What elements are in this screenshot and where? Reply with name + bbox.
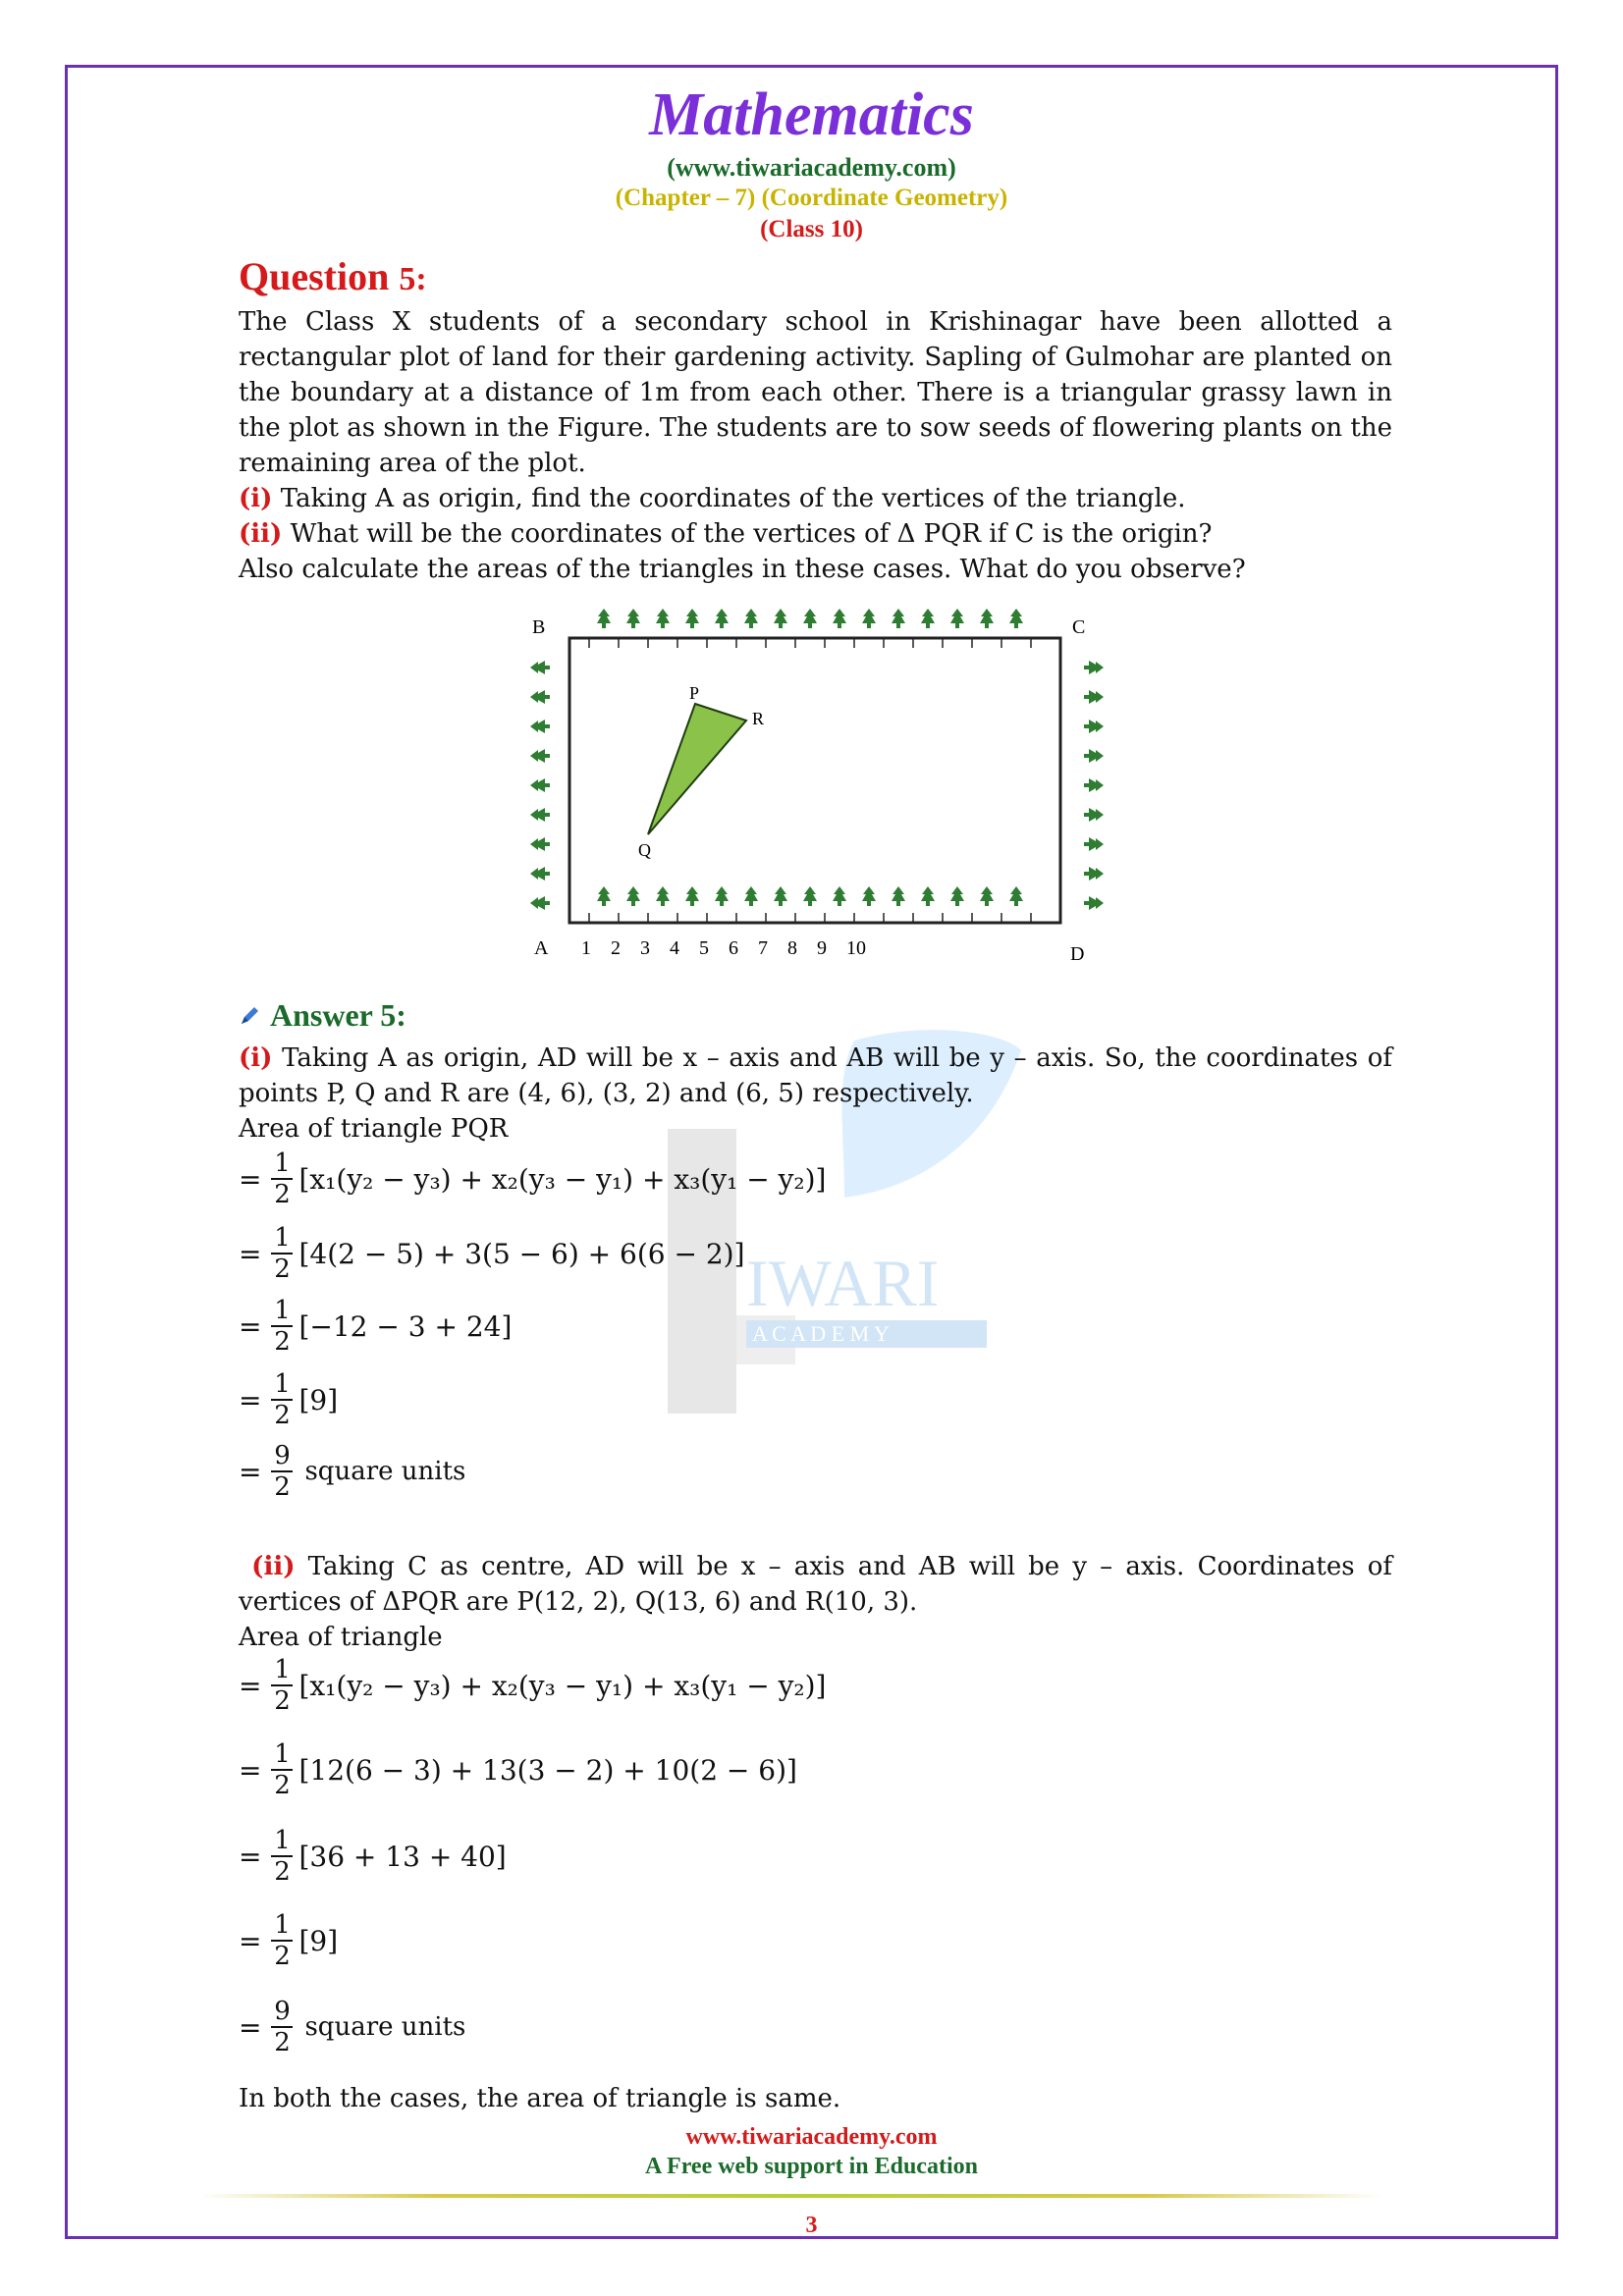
tree-icon xyxy=(980,886,994,906)
step-1-3: [−12 − 3 + 24] xyxy=(298,1309,513,1343)
tree-icon xyxy=(774,886,787,906)
tree-icon xyxy=(862,609,876,628)
axis-tick-label: 4 xyxy=(670,937,679,959)
tree-icon xyxy=(744,609,758,628)
tree-icon xyxy=(892,609,905,628)
equation-1-4: = $\frac{1}{2}$ [9] xyxy=(239,1369,339,1430)
corner-label-a: A xyxy=(534,937,549,959)
step-2-2: [12(6 − 3) + 13(3 − 2) + 10(2 − 6)] xyxy=(298,1753,797,1787)
part-1-text: Taking A as origin, find the coordinates of the vertices of the triangle. xyxy=(280,484,1186,513)
axis-tick-label: 1 xyxy=(581,937,591,959)
tree-icon xyxy=(833,609,846,628)
vertex-label-q: Q xyxy=(638,840,651,860)
answer-part-1 xyxy=(239,1041,1392,1111)
footer-site: www.tiwariacademy.com xyxy=(685,2124,938,2150)
tree-icon xyxy=(597,886,611,906)
tree-icon xyxy=(626,609,640,628)
tree-icon xyxy=(1084,896,1104,910)
step-1-1: [x₁(y₂ − y₃) + x₂(y₃ − y₁) + x₃(y₁ − y₂)] xyxy=(298,1162,827,1196)
tree-icon xyxy=(892,886,905,906)
answer-part-2-text: Taking C as centre, AD will be x – axis and AB will be y – axis. Coordinates of vertices of ΔPQR are P(12, 2), Q(13, 6) and R(10, 3). xyxy=(239,1552,1393,1617)
tree-icon xyxy=(980,609,994,628)
corner-label-c: C xyxy=(1072,616,1086,638)
axis-tick-label: 7 xyxy=(758,937,768,959)
tree-icon xyxy=(530,837,550,851)
axis-tick-label: 10 xyxy=(846,937,866,959)
result-unit-2: square units xyxy=(304,2012,466,2042)
axis-tick-label: 6 xyxy=(729,937,738,959)
equation-2-2: = $\frac{1}{2}$ [12(6 − 3) + 13(3 − 2) + 10(2 − 6)] xyxy=(239,1739,797,1800)
page-title: Mathematics xyxy=(649,81,974,148)
answer-part-1-label: (i) xyxy=(239,1043,273,1073)
tree-icon xyxy=(530,661,550,674)
equation-2-4: = $\frac{1}{2}$ [9] xyxy=(239,1910,339,1971)
tree-icon xyxy=(774,609,787,628)
tree-icon xyxy=(921,886,935,906)
answer-heading xyxy=(239,997,406,1034)
equation-1-1: = $\frac{1}{2}$ [x₁(y₂ − y₃) + x₂(y₃ − y₁) + x₃(y₁ − y₂)] xyxy=(239,1148,827,1209)
axis-tick-label: 9 xyxy=(817,937,827,959)
answer-label: Answer 5: xyxy=(270,997,406,1033)
vertex-label-p: P xyxy=(689,683,700,703)
header-chapter: (Chapter – 7) (Coordinate Geometry) xyxy=(615,185,1008,211)
answer-part-1-text: Taking A as origin, AD will be x – axis and AB will be y – axis. So, the coordinates of points P, Q and R are (4, 6), (3, 2) and (6, 5) respectively. xyxy=(239,1043,1393,1108)
equation-1-2: = $\frac{1}{2}$ [4(2 − 5) + 3(5 − 6) + 6(6 − 2)] xyxy=(239,1223,745,1284)
tree-icon xyxy=(1084,749,1104,763)
question-text: The Class X students of a secondary school in Krishinagar have been allotted a rectangular plot of land for their gardening activity. Sapling of Gulmohar are planted on the boundary at a distance of 1m from each other. There is a triangular grassy lawn in the plot as shown in the Figure. The students are to sow seeds of flowering plants on the remaining area of the plot. xyxy=(239,307,1392,478)
garden-plot-figure xyxy=(520,599,1119,977)
step-2-3: [36 + 13 + 40] xyxy=(298,1840,507,1873)
tree-icon xyxy=(685,886,699,906)
question-body xyxy=(239,304,1392,587)
tree-icon xyxy=(530,690,550,704)
tree-icon xyxy=(715,609,729,628)
axis-tick-label: 2 xyxy=(611,937,621,959)
tree-icon xyxy=(530,808,550,822)
plot-boundary xyxy=(569,638,1060,923)
page-number: 3 xyxy=(805,2213,818,2238)
tree-icon xyxy=(803,609,817,628)
equation-2-1: = $\frac{1}{2}$ [x₁(y₂ − y₃) + x₂(y₃ − y₁) + x₃(y₁ − y₂)] xyxy=(239,1655,827,1716)
equation-2-3: = $\frac{1}{2}$ [36 + 13 + 40] xyxy=(239,1826,507,1887)
question-label: Question xyxy=(239,254,390,298)
tree-icon xyxy=(803,886,817,906)
question-heading xyxy=(239,253,427,299)
question-number: 5: xyxy=(399,261,427,297)
vertex-label-r: R xyxy=(752,709,765,728)
question-closing: Also calculate the areas of the triangles in these cases. What do you observe? xyxy=(239,555,1246,584)
tree-icon xyxy=(950,886,964,906)
pencil-icon xyxy=(239,1005,260,1027)
answer-part-2-label: (ii) xyxy=(251,1552,296,1581)
tree-icon xyxy=(1084,867,1104,881)
tree-icon xyxy=(715,886,729,906)
step-2-4: [9] xyxy=(298,1924,339,1957)
tree-icon xyxy=(626,886,640,906)
header-site: (www.tiwariacademy.com) xyxy=(667,153,956,182)
tree-icon xyxy=(950,609,964,628)
question-part-1 xyxy=(239,481,1392,516)
tree-icon xyxy=(597,609,611,628)
footer-divider xyxy=(196,2194,1384,2198)
tree-icon xyxy=(1084,690,1104,704)
footer-tagline: A Free web support in Education xyxy=(645,2154,978,2179)
equation-1-3: = $\frac{1}{2}$ [−12 − 3 + 24] xyxy=(239,1296,513,1357)
corner-label-d: D xyxy=(1070,943,1085,965)
part-2-text: What will be the coordinates of the vertices of Δ PQR if C is the origin? xyxy=(290,519,1213,549)
step-2-1: [x₁(y₂ − y₃) + x₂(y₃ − y₁) + x₃(y₁ − y₂)] xyxy=(298,1669,827,1702)
result-unit-1: square units xyxy=(304,1457,466,1486)
triangle-pqr-lawn xyxy=(648,704,746,834)
header-class: (Class 10) xyxy=(760,216,863,242)
tree-icon xyxy=(833,886,846,906)
tree-icon xyxy=(685,609,699,628)
part-2-label: (ii) xyxy=(239,519,283,549)
tree-icon xyxy=(1084,778,1104,792)
tree-icon xyxy=(530,778,550,792)
area-label-2: Area of triangle xyxy=(239,1623,443,1652)
step-1-2: [4(2 − 5) + 3(5 − 6) + 6(6 − 2)] xyxy=(298,1237,745,1270)
question-part-2 xyxy=(239,516,1392,552)
tree-icon xyxy=(530,867,550,881)
tree-icon xyxy=(921,609,935,628)
tree-icon xyxy=(1084,837,1104,851)
tree-icon xyxy=(530,720,550,733)
watermark-line-1: IWARI xyxy=(746,1246,940,1320)
corner-label-b: B xyxy=(532,616,546,638)
conclusion: In both the cases, the area of triangle is same. xyxy=(239,2084,841,2113)
equation-1-result: = $\frac{9}{2}$ square units xyxy=(239,1441,466,1502)
axis-tick-label: 5 xyxy=(699,937,709,959)
tree-icon xyxy=(656,609,670,628)
tree-icon xyxy=(1084,661,1104,674)
tree-icon xyxy=(862,886,876,906)
area-label-1: Area of triangle PQR xyxy=(239,1114,509,1144)
tree-icon xyxy=(1009,886,1023,906)
tree-icon xyxy=(656,886,670,906)
tree-icon xyxy=(1084,808,1104,822)
part-1-label: (i) xyxy=(239,484,273,513)
axis-tick-label: 3 xyxy=(640,937,650,959)
tree-icon xyxy=(1009,609,1023,628)
answer-part-2 xyxy=(239,1549,1392,1620)
tree-icon xyxy=(744,886,758,906)
tree-icon xyxy=(1084,720,1104,733)
watermark-line-2: A C A D E M Y xyxy=(752,1321,890,1346)
tree-icon xyxy=(530,896,550,910)
axis-tick-label: 8 xyxy=(787,937,797,959)
step-1-4: [9] xyxy=(298,1383,339,1416)
tree-icon xyxy=(530,749,550,763)
equation-2-result: = $\frac{9}{2}$ square units xyxy=(239,1997,466,2057)
